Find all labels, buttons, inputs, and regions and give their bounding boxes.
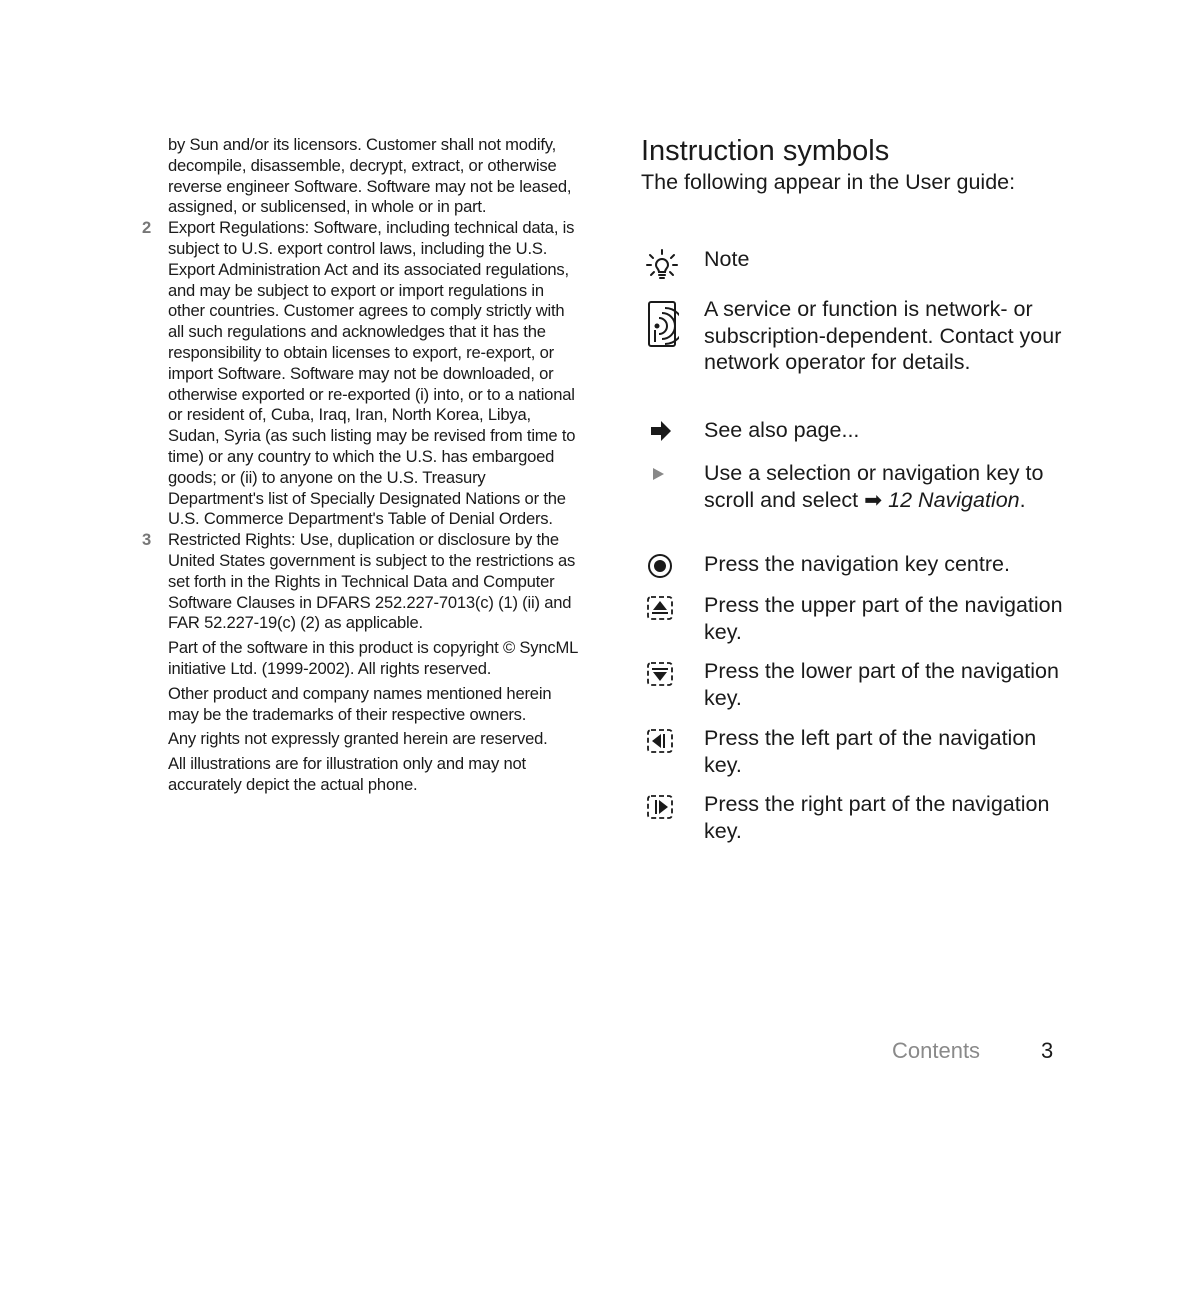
rights-reserved-notice: Any rights not expressly granted herein are reserved. (168, 729, 548, 749)
symbol-row-note (641, 246, 1071, 273)
trademarks-notice: Other product and company names mentioned herein may be the trademarks of their respective owners. (168, 683, 552, 724)
symbol-row-see-also (641, 417, 1071, 444)
symbol-row-nav-up (641, 592, 1071, 645)
restricted-rights-item (140, 530, 580, 634)
item-text: Restricted Rights: Use, duplication or disclosure by the United States government is subject to the restrictions as set forth in the Rights in Technical Data and Computer Software Clauses in DFARS 252.227-7013(c) (1) (ii) and FAR 52.227-19(c) (2) as applicable. (168, 530, 576, 633)
symbol-row-nav-centre (641, 551, 1071, 578)
note-lightbulb-icon (645, 248, 679, 282)
arrow-right-icon (645, 419, 673, 443)
footer-section-label: Contents (892, 1038, 981, 1063)
nav-key-right-icon (645, 793, 675, 821)
nav-key-centre-icon (645, 551, 675, 581)
symbol-row-nav-right (641, 791, 1071, 844)
item-number: 2 (142, 218, 152, 238)
symbol-description: See also page... (704, 418, 860, 442)
symbol-description: Press the lower part of the navigation key. (704, 659, 1059, 710)
section-intro: The following appear in the User guide: (641, 170, 1016, 194)
symbol-description: Press the right part of the navigation key. (704, 792, 1050, 843)
page-ref-end: . (1019, 487, 1026, 512)
symbol-row-selection (641, 460, 1071, 513)
license-paragraph-continued: by Sun and/or its licensors. Customer shall not modify, decompile, disassemble, decrypt, extract, or otherwise reverse engineer Software. Software may not be leased, assigned, or sublicensed, in whole or in part. (168, 135, 572, 217)
nav-key-left-icon (645, 727, 675, 755)
page-ref-arrow: ➡ (864, 487, 883, 512)
symbol-description: A service or function is network- or subscription-dependent. Contact your network operator for details. (704, 297, 1062, 374)
page-ref-number[interactable]: 12 (888, 487, 913, 512)
export-regulations-item (140, 218, 580, 530)
nav-key-up-icon (645, 594, 675, 622)
page-ref-title[interactable]: Navigation (918, 487, 1020, 512)
page-number: 3 (1041, 1038, 1054, 1063)
syncml-copyright: Part of the software in this product is copyright © SyncML initiative Ltd. (1999-2002). All rights reserved. (168, 638, 578, 678)
right-column (641, 134, 1071, 843)
symbol-row-nav-left (641, 725, 1071, 778)
illustrations-disclaimer: All illustrations are for illustration only and may not accurately depict the actual phone. (168, 754, 526, 794)
nav-key-down-icon (645, 660, 675, 688)
symbol-row-nav-down (641, 658, 1071, 711)
section-title: Instruction symbols (641, 135, 890, 167)
symbol-description: Note (704, 247, 750, 271)
triangle-right-icon (645, 465, 669, 483)
item-text: Export Regulations: Software, including technical data, is subject to U.S. export control laws, including the U.S. Export Administration Act and its associated regulations, and may be subject to export or import regulations in other countries. Customer agrees to comply strictly with all such regulations and acknowledges that it has the responsibility to obtain licenses to export, re-export, or import Software. Software may not be downloaded, or otherwise exported or re-exported (i) into, or to a national or resident of, Cuba, Iraq, Iran, North Korea, Libya, Sudan, Syria (as such listing may be revised from time to time) or any country to which the U.S. has embargoed goods; or (ii) to anyone on the U.S. Treasury Department's list of Specially Designated Nations or the U.S. Commerce Department's Table of Denial Orders. (168, 218, 576, 529)
symbol-description: Press the left part of the navigation key. (704, 726, 1037, 777)
symbol-description: Press the navigation key centre. (704, 552, 1010, 576)
network-signal-icon (645, 300, 679, 348)
left-column (140, 135, 580, 796)
symbol-description: Press the upper part of the navigation key. (704, 593, 1063, 644)
symbol-description (704, 460, 1071, 513)
symbol-description-text: Use a selection or navigation key to scroll and select (704, 461, 1044, 512)
symbol-row-network (641, 296, 1071, 376)
item-number: 3 (142, 530, 152, 550)
